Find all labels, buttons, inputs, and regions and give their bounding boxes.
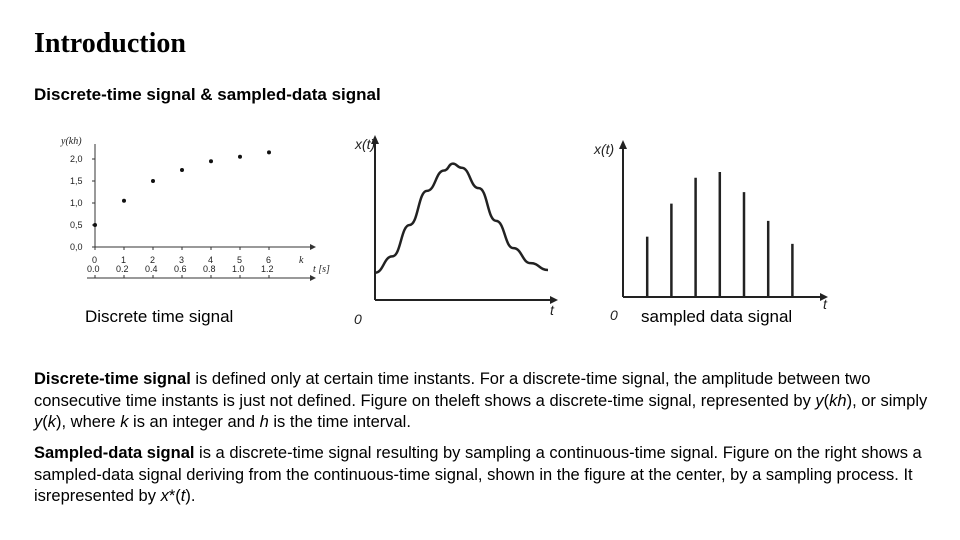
text: is a discrete-time signal resulting by sampling a continuous-time signal. Figure on the right shows a sampled-data signal deriving from the continuous-time signal, shown in the figure at the center, by a sampling process. It isrepresented by <box>34 444 922 505</box>
data-point <box>267 150 271 154</box>
time-tick-label: 1.0 <box>232 264 245 274</box>
data-point <box>122 199 126 203</box>
page-title: Introduction <box>34 28 186 59</box>
x-tick-label: 1 <box>121 255 127 265</box>
var: kh <box>829 391 847 410</box>
data-point <box>238 155 242 159</box>
y-axis-label: x(t) <box>355 136 376 152</box>
y-tick-label: 0,5 <box>70 220 83 230</box>
text: is the time interval. <box>268 413 411 431</box>
page-subtitle: Discrete-time signal & sampled-data signal <box>34 85 381 104</box>
text: is defined only at certain time instants. For a discrete-time signal, the amplitude between two consecutive time instants is just not defined. Figure on theleft shows a discrete-time signal, represented by <box>34 370 871 410</box>
x-tick-label: 0 <box>92 255 98 265</box>
data-point <box>180 168 184 172</box>
sampled-data-chart <box>592 135 842 325</box>
text: is an integer and <box>128 413 260 431</box>
x-tick-label: 3 <box>179 255 185 265</box>
x-tick-label: 2 <box>150 255 156 265</box>
var: h <box>259 413 269 431</box>
x-tick-label: 6 <box>266 255 272 265</box>
x-axis-label: t <box>550 302 554 318</box>
caption-discrete: Discrete time signal <box>85 307 234 326</box>
origin-label: 0 <box>354 311 362 327</box>
text: ). <box>185 487 196 505</box>
y-tick-label: 1,0 <box>70 198 83 208</box>
x-axis-label: t <box>823 296 827 312</box>
var: y <box>34 413 43 431</box>
data-point <box>209 159 213 163</box>
discrete-time-chart <box>55 130 345 305</box>
time-tick-label: 0.2 <box>116 264 129 274</box>
x-tick-label: 4 <box>208 255 214 265</box>
time-tick-label: 0.0 <box>87 264 100 274</box>
data-point <box>93 223 97 227</box>
paragraph-sampled-data <box>34 443 934 508</box>
term-discrete-time: Discrete-time signal <box>34 370 191 388</box>
var: y <box>815 391 824 410</box>
origin-label: 0 <box>610 307 618 323</box>
text: ( <box>42 413 48 431</box>
y-axis-label: x(t) <box>594 141 615 157</box>
term-sampled-data: Sampled-data signal <box>34 444 195 462</box>
x-tick-label: 5 <box>237 255 243 265</box>
var: k <box>120 413 129 431</box>
text: ), where <box>56 413 121 431</box>
var: x <box>160 487 169 505</box>
time-axis-label: t [s] <box>313 264 330 275</box>
y-tick-label: 0,0 <box>70 242 83 252</box>
text: ), or simply <box>846 391 928 410</box>
time-tick-label: 0.4 <box>145 264 158 274</box>
time-tick-label: 0.6 <box>174 264 187 274</box>
signal-curve <box>375 164 548 273</box>
var: k <box>47 413 56 431</box>
time-tick-label: 1.2 <box>261 264 274 274</box>
y-tick-label: 2,0 <box>70 154 83 164</box>
text: ( <box>823 391 830 410</box>
caption-sampled: sampled data signal <box>641 307 793 326</box>
y-axis-label: y(kh) <box>61 136 82 147</box>
continuous-time-chart <box>350 132 565 327</box>
x-axis-arrow <box>310 244 316 250</box>
text: *( <box>168 487 181 505</box>
y-tick-label: 1,5 <box>70 176 83 186</box>
time-tick-label: 0.8 <box>203 264 216 274</box>
time-axis-arrow <box>310 275 316 281</box>
paragraph-discrete-time <box>34 369 934 434</box>
x-axis-label: k <box>299 255 304 266</box>
var: t <box>180 487 186 505</box>
data-point <box>151 179 155 183</box>
y-axis-arrow <box>619 140 627 149</box>
